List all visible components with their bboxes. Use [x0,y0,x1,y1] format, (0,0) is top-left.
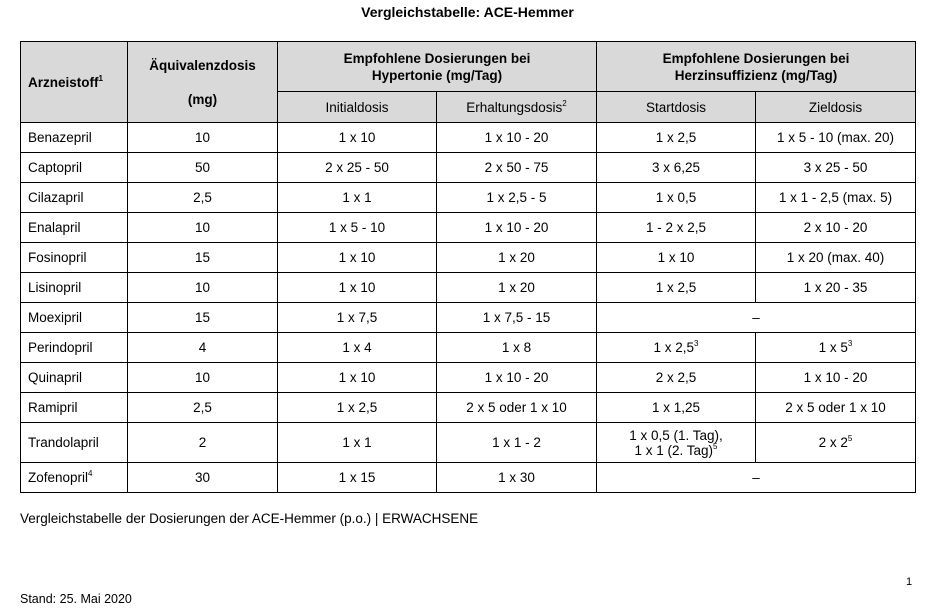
equivalent-dose-cell: 2 [128,423,278,463]
initial-dose-cell: 2 x 25 - 50 [278,153,437,183]
header-hypertension-group: Empfohlene Dosierungen bei Hypertonie (mg/Tag) [278,42,597,92]
start-dose-cell: 1 x 10 [597,243,756,273]
drug-cell: Benazepril [21,123,128,153]
target-dose-cell: 3 x 25 - 50 [756,153,916,183]
drug-cell: Enalapril [21,213,128,243]
header-target-dose: Zieldosis [756,92,916,123]
page-title: Vergleichstabelle: ACE-Hemmer [361,4,574,20]
header-start-dose: Startdosis [597,92,756,123]
maintenance-dose-cell: 2 x 50 - 75 [437,153,597,183]
start-dose-cell: 1 x 2,5 [597,123,756,153]
drug-cell: Fosinopril [21,243,128,273]
table-row [21,273,916,303]
heart-failure-not-applicable-cell: – [597,303,916,333]
table-row [21,333,916,363]
table-row [21,183,916,213]
maintenance-dose-cell: 1 x 10 - 20 [437,363,597,393]
target-dose-cell: 1 x 5 - 10 (max. 20) [756,123,916,153]
table-row [21,123,916,153]
maintenance-dose-cell: 1 x 8 [437,333,597,363]
equivalent-dose-cell: 10 [128,363,278,393]
target-dose-cell: 2 x $2^5$ [756,423,916,463]
equivalent-dose-cell: 4 [128,333,278,363]
initial-dose-cell: 1 x 1 [278,423,437,463]
target-dose-cell: 1 x 20 (max. 40) [756,243,916,273]
equivalent-dose-cell: 10 [128,123,278,153]
initial-dose-cell: 1 x 10 [278,123,437,153]
heart-failure-not-applicable-cell: – [597,463,916,493]
equivalent-dose-cell: 15 [128,243,278,273]
target-dose-cell: 1 x 10 - 20 [756,363,916,393]
initial-dose-cell: 1 x 7,5 [278,303,437,333]
maintenance-dose-cell: 1 x 10 - 20 [437,213,597,243]
table-caption: Vergleichstabelle der Dosierungen der ACE-Hemmer (p.o.) | ERWACHSENE [20,511,479,526]
drug-cell: Captopril [21,153,128,183]
drug-cell: Moexipril [21,303,128,333]
start-dose-cell: 1 x 2,5 [597,273,756,303]
maintenance-dose-cell: 1 x 30 [437,463,597,493]
table-row [21,243,916,273]
initial-dose-cell: 1 x 2,5 [278,393,437,423]
drug-cell: Trandolapril [21,423,128,463]
target-dose-cell: 2 x 10 - 20 [756,213,916,243]
maintenance-dose-cell: 1 x 2,5 - 5 [437,183,597,213]
start-dose-cell: 1 x 1,25 [597,393,756,423]
table-row [21,213,916,243]
maintenance-dose-cell: 2 x 5 oder 1 x 10 [437,393,597,423]
drug-cell: Cilazapril [21,183,128,213]
initial-dose-cell: 1 x 4 [278,333,437,363]
initial-dose-cell: 1 x 10 [278,363,437,393]
maintenance-dose-cell: 1 x 20 [437,243,597,273]
drug-cell: Quinapril [21,363,128,393]
maintenance-dose-cell: 1 x 20 [437,273,597,303]
target-dose-cell: 2 x 5 oder 1 x 10 [756,393,916,423]
table-row [21,153,916,183]
drug-cell: Perindopril [21,333,128,363]
header-drug: Arzneistoff$^1$ [21,42,128,123]
initial-dose-cell: 1 x 1 [278,183,437,213]
maintenance-dose-cell: 1 x 7,5 - 15 [437,303,597,333]
maintenance-dose-cell: 1 x 1 - 2 [437,423,597,463]
drug-cell: Ramipril [21,393,128,423]
equivalent-dose-cell: 2,5 [128,393,278,423]
equivalent-dose-cell: 10 [128,273,278,303]
drug-cell: Zofenopril$^4$ [21,463,128,493]
start-dose-cell: 1 x 0,5 [597,183,756,213]
equivalent-dose-cell: 10 [128,213,278,243]
equivalent-dose-cell: 50 [128,153,278,183]
equivalent-dose-cell: 30 [128,463,278,493]
header-equivalent-dose: Äquivalenzdosis (mg) [128,42,278,123]
start-dose-cell: 1 x $2,5^3$ [597,333,756,363]
table-row [21,303,916,333]
header-heart-failure-group: Empfohlene Dosierungen bei Herzinsuffizienz (mg/Tag) [597,42,916,92]
initial-dose-cell: 1 x 5 - 10 [278,213,437,243]
page-number: 1 [906,576,913,588]
start-dose-cell: 3 x 6,25 [597,153,756,183]
header-maintenance-dose: Erhaltungsdosis$^2$ [437,92,597,123]
initial-dose-cell: 1 x 10 [278,243,437,273]
equivalent-dose-cell: 15 [128,303,278,333]
start-dose-cell: 2 x 2,5 [597,363,756,393]
target-dose-cell: 1 x $5^3$ [756,333,916,363]
header-initial-dose: Initialdosis [278,92,437,123]
ace-inhibitor-dosage-table [20,41,916,493]
equivalent-dose-cell: 2,5 [128,183,278,213]
initial-dose-cell: 1 x 10 [278,273,437,303]
initial-dose-cell: 1 x 15 [278,463,437,493]
table-row [21,393,916,423]
maintenance-dose-cell: 1 x 10 - 20 [437,123,597,153]
target-dose-cell: 1 x 1 - 2,5 (max. 5) [756,183,916,213]
table-row [21,423,916,463]
table-row [21,463,916,493]
table-row [21,363,916,393]
start-dose-cell: 1 x 0,5 (1. Tag), 1 x 1 (2. Tag)$^5$ [597,423,756,463]
drug-cell: Lisinopril [21,273,128,303]
document-date: Stand: 25. Mai 2020 [20,592,132,606]
start-dose-cell: 1 - 2 x 2,5 [597,213,756,243]
target-dose-cell: 1 x 20 - 35 [756,273,916,303]
